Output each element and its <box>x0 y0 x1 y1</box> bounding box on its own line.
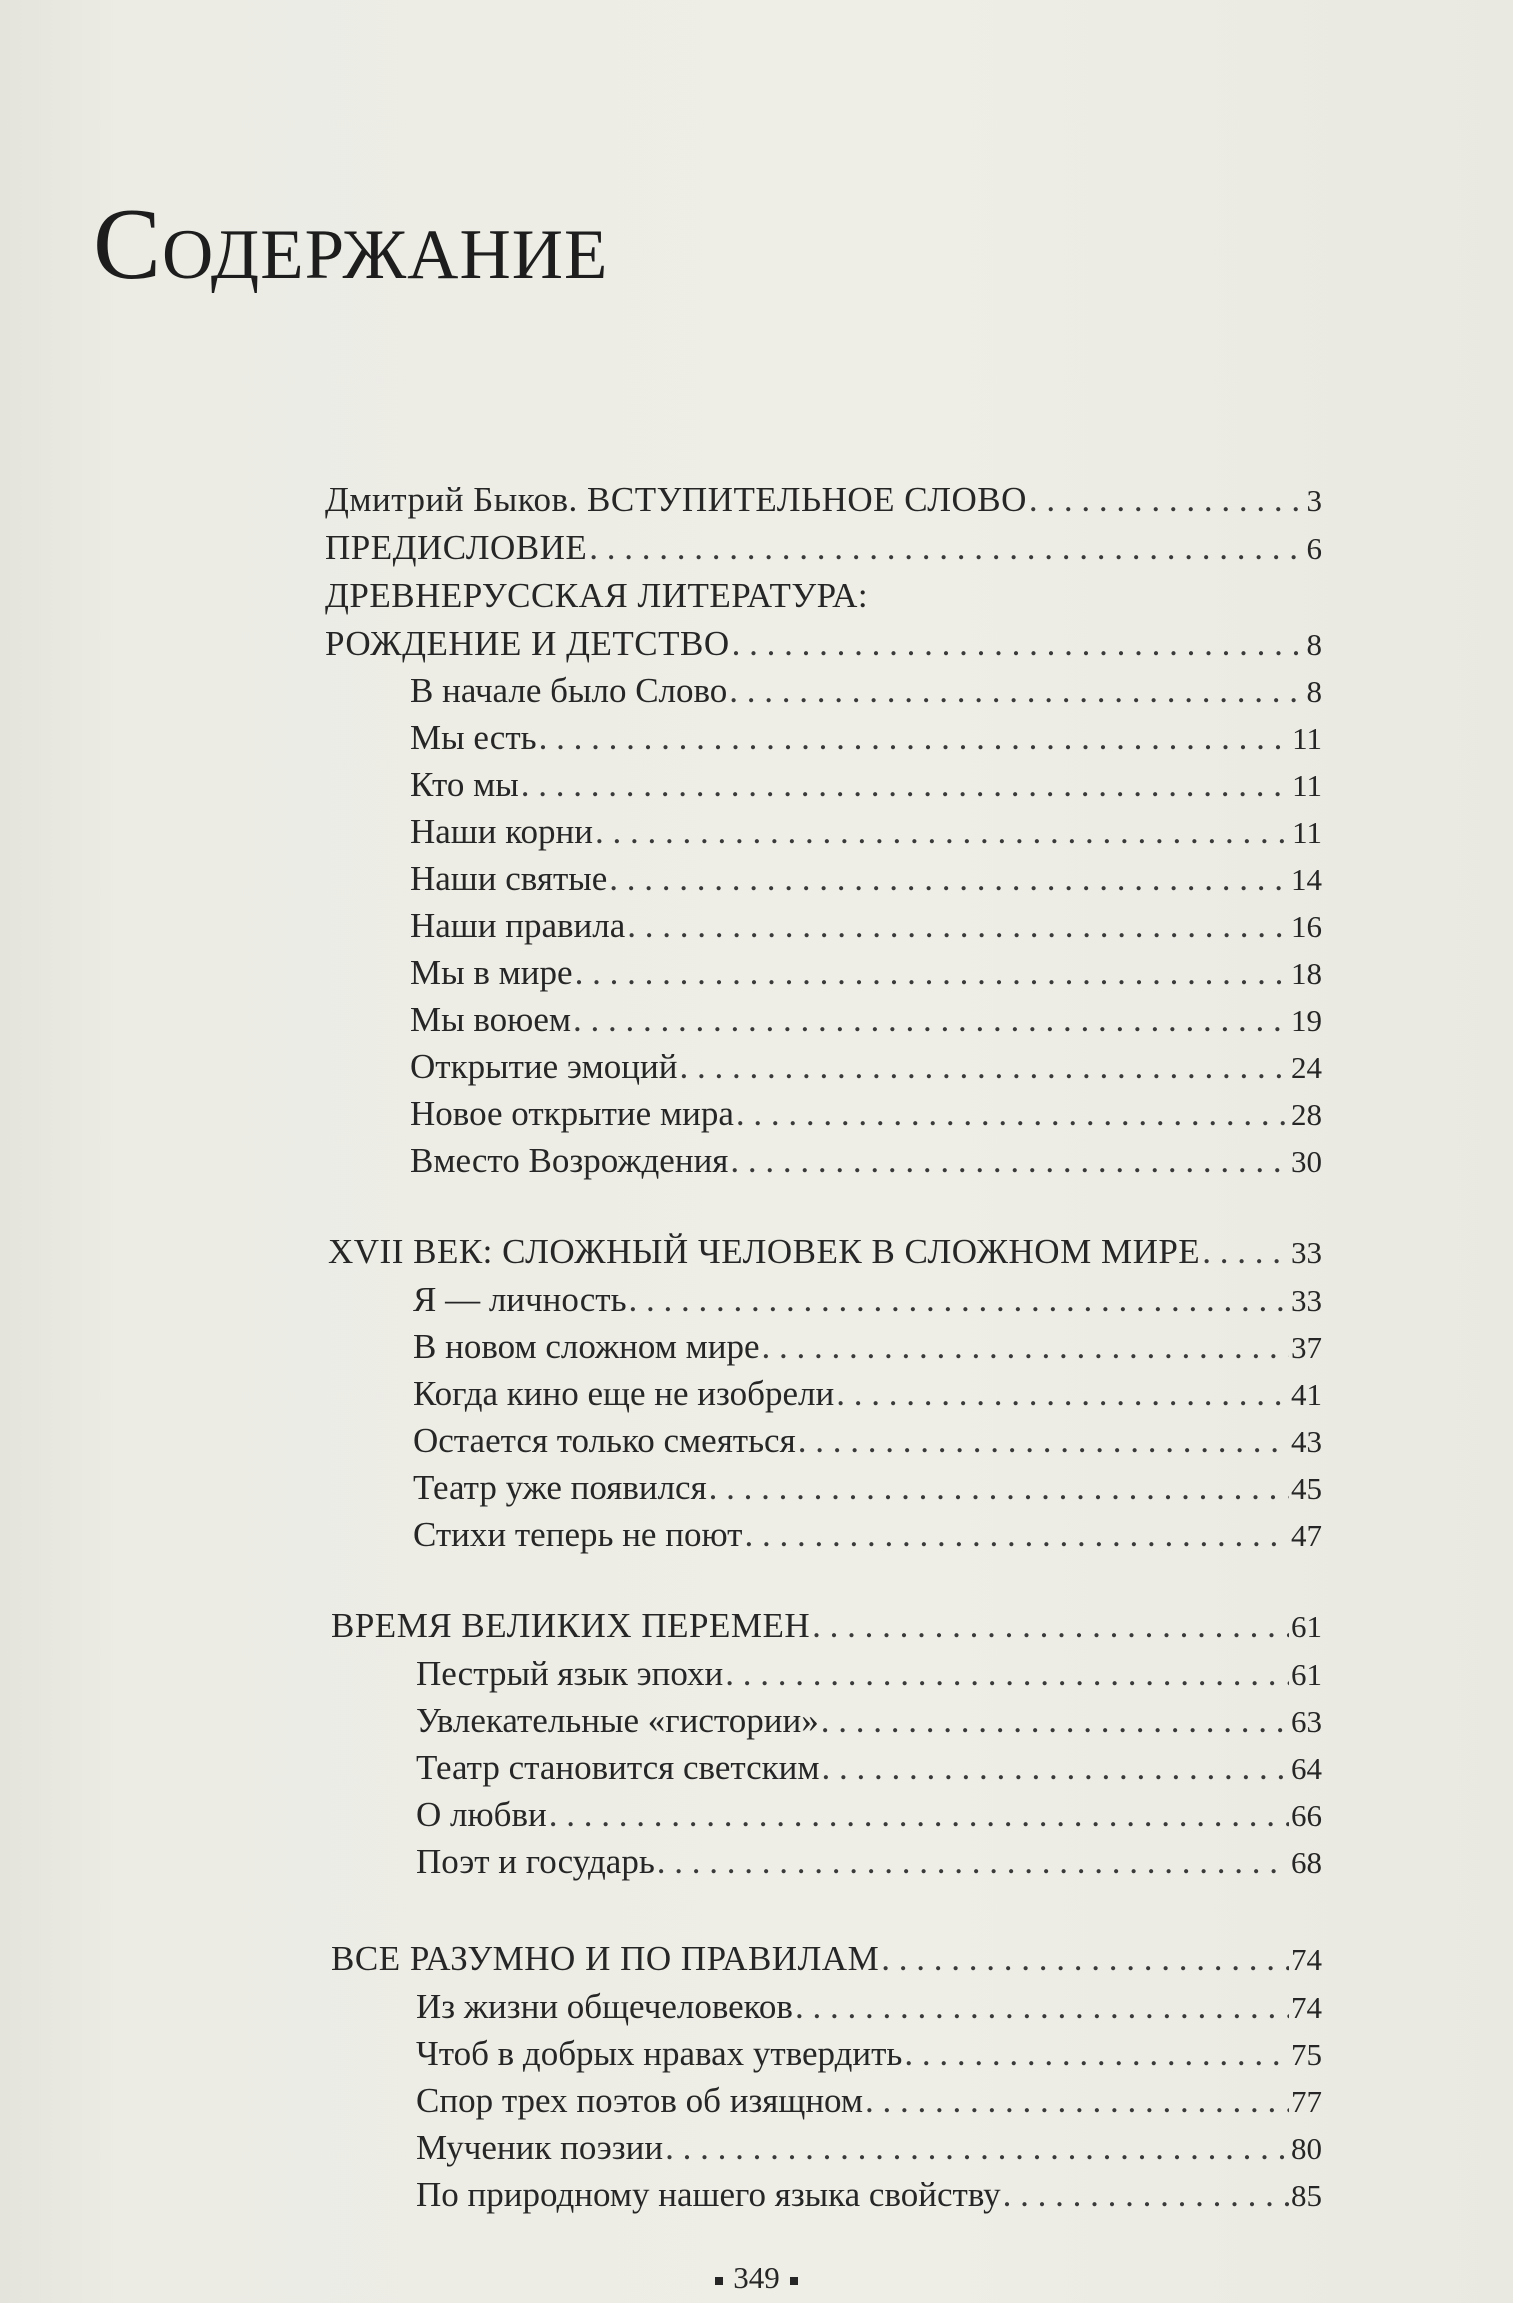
toc-page-number: 41 <box>1291 1377 1322 1412</box>
dot-leader <box>589 524 1304 572</box>
dot-leader <box>725 1650 1289 1698</box>
toc-subsection-entry <box>416 2171 1322 2219</box>
toc-page-number: 43 <box>1291 1424 1322 1459</box>
dot-leader <box>657 1838 1289 1886</box>
toc-page-number: 33 <box>1291 1283 1322 1318</box>
toc-entry-label: По природному нашего языка свойству <box>416 2175 1001 2214</box>
toc-subsection-entry <box>413 1323 1322 1371</box>
toc-subsection-entry <box>410 714 1322 762</box>
dot-leader <box>744 1511 1289 1559</box>
toc-subsection-entry <box>413 1417 1322 1465</box>
toc-entry-label: Остается только смеяться <box>413 1421 796 1460</box>
toc-entry-label: В новом сложном мире <box>413 1327 760 1366</box>
dot-leader <box>836 1370 1289 1418</box>
toc-section-entry <box>328 1228 1322 1276</box>
toc-entry-label: Увлекательные «гистории» <box>416 1701 819 1740</box>
page-number: 349 <box>733 2260 780 2295</box>
toc-section-entry <box>331 1602 1322 1650</box>
toc-page-number: 77 <box>1291 2084 1322 2119</box>
toc-subsection-entry <box>416 2077 1322 2125</box>
toc-subsection-entry <box>410 949 1322 997</box>
toc-entry-label: Наши святые <box>410 859 608 898</box>
toc-subsection-entry <box>413 1511 1322 1559</box>
toc-entry-label: Стихи теперь не поют <box>413 1515 743 1554</box>
toc-entry-label: Поэт и государь <box>416 1842 655 1881</box>
square-ornament-icon <box>715 2277 723 2285</box>
toc-entry-label: О любви <box>416 1795 547 1834</box>
toc-entry-label: Наши корни <box>410 812 593 851</box>
toc-subsection-entry <box>410 902 1322 950</box>
toc-entry-label: Наши правила <box>410 906 626 945</box>
toc-entry-label: XVII ВЕК: СЛОЖНЫЙ ЧЕЛОВЕК В СЛОЖНОМ МИРЕ <box>328 1232 1201 1271</box>
toc-subsection-entry <box>410 667 1322 715</box>
toc-page-number: 75 <box>1291 2037 1322 2072</box>
square-ornament-icon <box>790 2277 798 2285</box>
toc-entry-label: Вместо Возрождения <box>410 1141 729 1180</box>
dot-leader <box>595 808 1290 856</box>
toc-page-number: 16 <box>1291 909 1322 944</box>
toc-page-number: 66 <box>1291 1798 1322 1833</box>
toc-entry-label: Мученик поэзии <box>416 2128 664 2167</box>
toc-section-entry <box>325 524 1322 572</box>
toc-entry-label: Мы есть <box>410 718 537 757</box>
toc-subsection-entry <box>413 1464 1322 1512</box>
toc-page-number: 11 <box>1292 721 1322 756</box>
toc-entry-label: Театр становится светским <box>416 1748 820 1787</box>
dot-leader <box>549 1791 1289 1839</box>
toc-page-number: 14 <box>1291 862 1322 897</box>
toc-entry-label: Мы воюем <box>410 1000 572 1039</box>
dot-leader <box>665 2124 1289 2172</box>
toc-subsection-entry <box>413 1276 1322 1324</box>
dot-leader <box>1029 476 1305 524</box>
toc-section-entry <box>331 1935 1322 1983</box>
dot-leader <box>709 1464 1289 1512</box>
toc-page-number: 37 <box>1291 1330 1322 1365</box>
dot-leader <box>812 1602 1289 1650</box>
dot-leader <box>575 949 1289 997</box>
dot-leader <box>729 667 1304 715</box>
toc-subsection-entry <box>416 2124 1322 2172</box>
toc-subsection-entry <box>410 996 1322 1044</box>
toc-entry-label: ВРЕМЯ ВЕЛИКИХ ПЕРЕМЕН <box>331 1606 811 1645</box>
toc-entry-label: Я — личность <box>413 1280 627 1319</box>
toc-entry-label: РОЖДЕНИЕ И ДЕТСТВО <box>325 624 730 663</box>
dot-leader <box>904 2030 1289 2078</box>
toc-page-number: 18 <box>1291 956 1322 991</box>
toc-subsection-entry <box>410 1043 1322 1091</box>
toc-subsection-entry <box>410 1090 1322 1138</box>
toc-subsection-entry <box>416 1791 1322 1839</box>
toc-subsection-entry <box>416 1697 1322 1745</box>
toc-page-number: 6 <box>1306 531 1322 566</box>
dot-leader <box>573 996 1289 1044</box>
toc-page-number: 74 <box>1291 1942 1322 1977</box>
toc-page-number: 8 <box>1306 674 1322 709</box>
dot-leader <box>865 2077 1289 2125</box>
toc-entry-label: Театр уже появился <box>413 1468 707 1507</box>
toc-page-number: 68 <box>1291 1845 1322 1880</box>
toc-subsection-entry <box>413 1370 1322 1418</box>
dot-leader <box>679 1043 1289 1091</box>
toc-page-number: 74 <box>1291 1990 1322 2025</box>
toc-page-number: 8 <box>1306 627 1322 662</box>
toc-entry-label: Из жизни общечеловеков <box>416 1987 793 2026</box>
toc-page-number: 45 <box>1291 1471 1322 1506</box>
page-title: Содержание <box>93 188 609 301</box>
dot-leader <box>609 855 1289 903</box>
toc-page-number: 28 <box>1291 1097 1322 1132</box>
dot-leader <box>732 620 1305 668</box>
toc-subsection-entry <box>416 1650 1322 1698</box>
toc-subsection-entry <box>416 2030 1322 2078</box>
toc-entry-label: Пестрый язык эпохи <box>416 1654 724 1693</box>
toc-entry-label: Новое открытие мира <box>410 1094 734 1133</box>
toc-page-number: 61 <box>1291 1609 1322 1644</box>
dot-leader <box>736 1090 1289 1138</box>
toc-entry-label: Чтоб в добрых нравах утвердить <box>416 2034 903 2073</box>
toc-page-number: 64 <box>1291 1751 1322 1786</box>
toc-page-number: 61 <box>1291 1657 1322 1692</box>
toc-subsection-entry <box>410 761 1322 809</box>
toc-entry-label: ПРЕДИСЛОВИЕ <box>325 528 588 567</box>
dot-leader <box>730 1137 1289 1185</box>
toc-subsection-entry <box>410 855 1322 903</box>
toc-entry-label: Открытие эмоций <box>410 1047 678 1086</box>
toc-section-entry <box>325 620 1322 668</box>
dot-leader <box>629 1276 1289 1324</box>
dot-leader <box>1003 2171 1289 2219</box>
dot-leader <box>795 1983 1289 2031</box>
toc-section-entry <box>325 476 1322 524</box>
toc-page-number: 24 <box>1291 1050 1322 1085</box>
toc-page-number: 85 <box>1291 2178 1322 2213</box>
toc-page-number: 47 <box>1291 1518 1322 1553</box>
toc-subsection-entry <box>416 1983 1322 2031</box>
dot-leader <box>627 902 1289 950</box>
toc-entry-label: Дмитрий Быков. ВСТУПИТЕЛЬНОЕ СЛОВО <box>325 480 1027 519</box>
toc-entry-label: Спор трех поэтов об изящном <box>416 2081 864 2120</box>
dot-leader <box>1202 1228 1289 1276</box>
dot-leader <box>521 761 1290 809</box>
dot-leader <box>821 1697 1289 1745</box>
toc-entry-label: Кто мы <box>410 765 519 804</box>
toc-entry-label: Когда кино еще не изобрели <box>413 1374 835 1413</box>
toc-page-number: 33 <box>1291 1235 1322 1270</box>
toc-subsection-entry <box>416 1744 1322 1792</box>
toc-page-number: 11 <box>1292 768 1322 803</box>
toc-page-number: 80 <box>1291 2131 1322 2166</box>
toc-entry-label: ВСЕ РАЗУМНО И ПО ПРАВИЛАМ <box>331 1939 880 1978</box>
dot-leader <box>822 1744 1289 1792</box>
toc-section-heading: ДРЕВНЕРУССКАЯ ЛИТЕРАТУРА: <box>325 576 869 615</box>
toc-subsection-entry <box>410 1137 1322 1185</box>
dot-leader <box>881 1935 1289 1983</box>
dot-leader <box>539 714 1291 762</box>
dot-leader <box>798 1417 1289 1465</box>
toc-page-number: 3 <box>1306 483 1322 518</box>
toc-page-number: 19 <box>1291 1003 1322 1038</box>
toc-entry-label: Мы в мире <box>410 953 573 992</box>
page-footer <box>0 2258 1513 2298</box>
toc-subsection-entry <box>410 808 1322 856</box>
toc-page-number: 11 <box>1292 815 1322 850</box>
toc-entry-label: В начале было Слово <box>410 671 728 710</box>
dot-leader <box>762 1323 1289 1371</box>
toc-page-number: 63 <box>1291 1704 1322 1739</box>
toc-page-number: 30 <box>1291 1144 1322 1179</box>
toc-subsection-entry <box>416 1838 1322 1886</box>
